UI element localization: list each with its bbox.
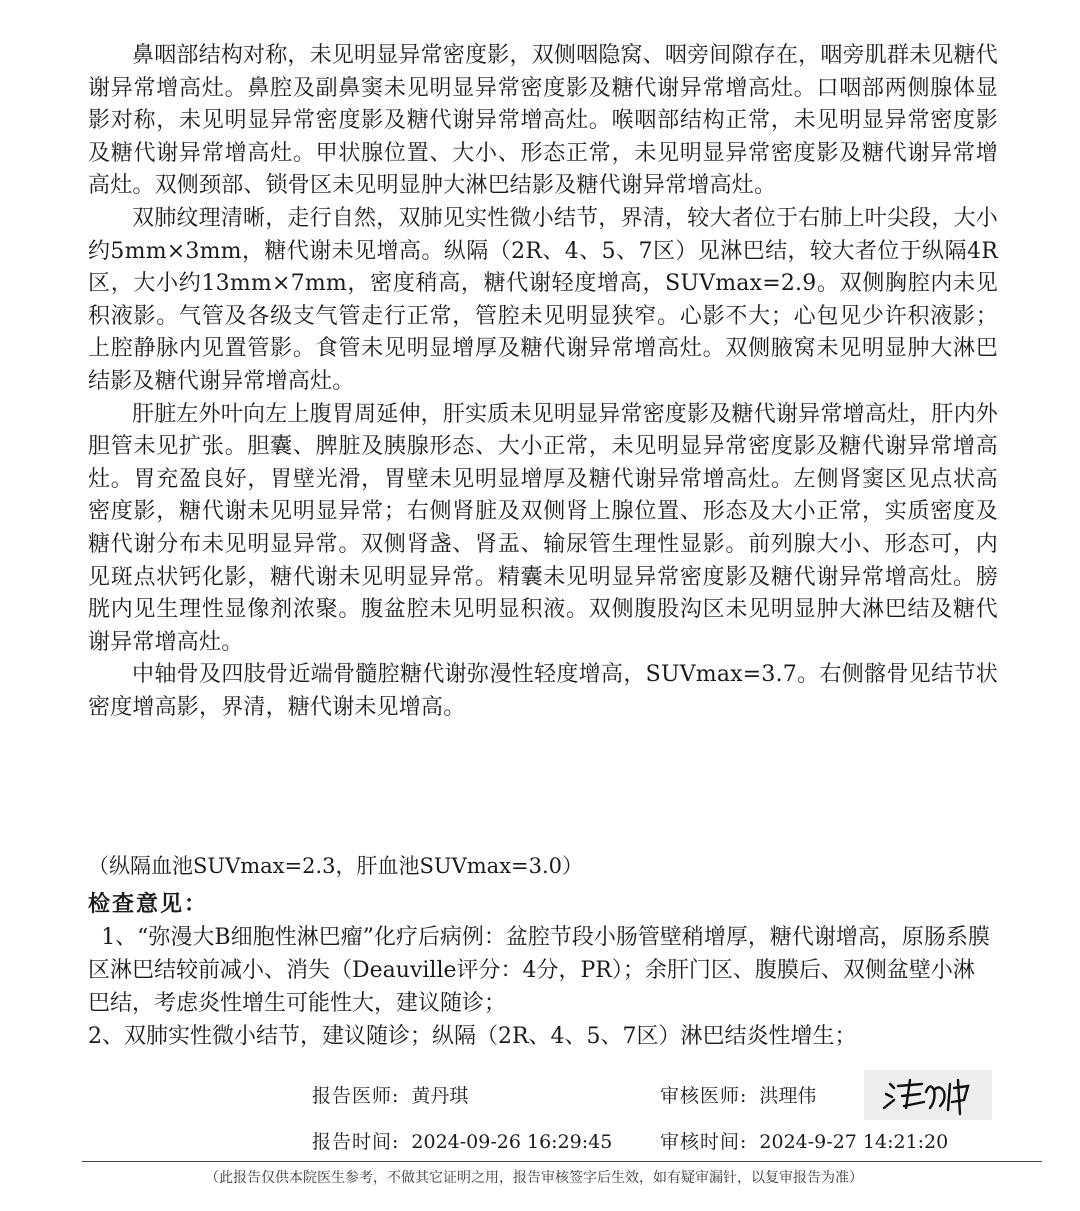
review-time-value: 2024-9-27 14:21:20	[759, 1131, 949, 1153]
opinion-item-2: 2、双肺实性微小结节，建议随诊；纵隔（2R、4、5、7区）淋巴结炎性增生；	[88, 1024, 857, 1049]
findings-head-neck: 鼻咽部结构对称，未见明显异常密度影，双侧咽隐窝、咽旁间隙存在，咽旁肌群未见糖代谢异常增高灶。鼻腔及副鼻窦未见明显异常密度影及糖代谢异常增高灶。口咽部两侧腺体显影对称，未见明显异常密度影及糖代谢异常增高灶。喉咽部结构正常，未见明显异常密度影及糖代谢异常增高灶。甲状腺位置、大小、形态正常，未见明显异常密度影及糖代谢异常增高灶。双侧颈部、锁骨区未见明显肿大淋巴结影及糖代谢异常增高灶。	[88, 43, 998, 199]
review-time-label: 审核时间:	[660, 1131, 748, 1153]
handwritten-signature	[864, 1070, 992, 1120]
blood-pool-note: （纵隔血池SUVmax=2.3，肝血池SUVmax=3.0）	[88, 854, 584, 878]
signature-image	[864, 1070, 992, 1120]
opinion-list	[88, 921, 993, 1053]
review-time-row	[660, 1128, 948, 1156]
opinion-item-1: 1、“弥漫大B细胞性淋巴瘤”化疗后病例：盆腔节段小肠管壁稍增厚，糖代谢增高，原肠系膜区淋巴结较前减小、消失（Deauville评分：4分，PR）；余肝门区、腹膜后、双侧盆壁小淋巴结，考虑炎性增生可能性大，建议随诊；	[88, 925, 990, 1016]
findings-chest: 双肺纹理清晰，走行自然，双肺见实性微小结节，界清，较大者位于右肺上叶尖段，大小约5mm×3mm，糖代谢未见增高。纵隔（2R、4、5、7区）见淋巴结，较大者位于纵隔4R区，大小约13mm×7mm，密度稍高，糖代谢轻度增高，SUVmax=2.9。双侧胸腔内未见积液影。气管及各级支气管走行正常，管腔未见明显狭窄。心影不大；心包见少许积液影；上腔静脉内见置管影。食管未见明显增厚及糖代谢异常增高灶。双侧腋窝未见明显肿大淋巴结影及糖代谢异常增高灶。	[88, 205, 998, 394]
opinion-title: 检查意见：	[88, 891, 209, 917]
footer-disclaimer: （此报告仅供本院医生参考，不做其它证明之用，报告审核签字后生效，如有疑审漏针，以复审报告为准）	[205, 1170, 863, 1186]
report-time-value: 2024-09-26 16:29:45	[411, 1131, 613, 1153]
report-time-row	[312, 1128, 612, 1156]
footer-divider	[82, 1161, 1042, 1162]
findings-section	[88, 40, 998, 724]
report-doctor-name: 黄丹琪	[411, 1085, 469, 1107]
review-doctor-label: 审核医师:	[660, 1085, 748, 1107]
review-doctor-name: 洪理伟	[759, 1085, 817, 1107]
findings-bone: 中轴骨及四肢骨近端骨髓腔糖代谢弥漫性轻度增高，SUVmax=3.7。右侧髂骨见结节状密度增高影，界清，糖代谢未见增高。	[88, 662, 998, 720]
report-doctor-label: 报告医师:	[312, 1085, 400, 1107]
findings-abdomen-pelvis: 肝脏左外叶向左上腹胃周延伸，肝实质未见明显异常密度影及糖代谢异常增高灶，肝内外胆管未见扩张。胆囊、脾脏及胰腺形态、大小正常，未见明显异常密度影及糖代谢异常增高灶。胃充盈良好，胃壁光滑，胃壁未见明显增厚及糖代谢异常增高灶。左侧肾窦区见点状高密度影，糖代谢未见明显异常；右侧肾脏及双侧肾上腺位置、形态及大小正常，实质密度及糖代谢分布未见明显异常。双侧肾盏、肾盂、输尿管生理性显影。前列腺大小、形态可，内见斑点状钙化影，糖代谢未见明显异常。精囊未见明显异常密度影及糖代谢异常增高灶。膀胱内见生理性显像剂浓聚。腹盆腔未见明显积液。双侧腹股沟区未见明显肿大淋巴结及糖代谢异常增高灶。	[88, 401, 998, 655]
report-doctor-row	[312, 1082, 468, 1110]
report-time-label: 报告时间:	[312, 1131, 400, 1153]
review-doctor-row	[660, 1082, 816, 1110]
